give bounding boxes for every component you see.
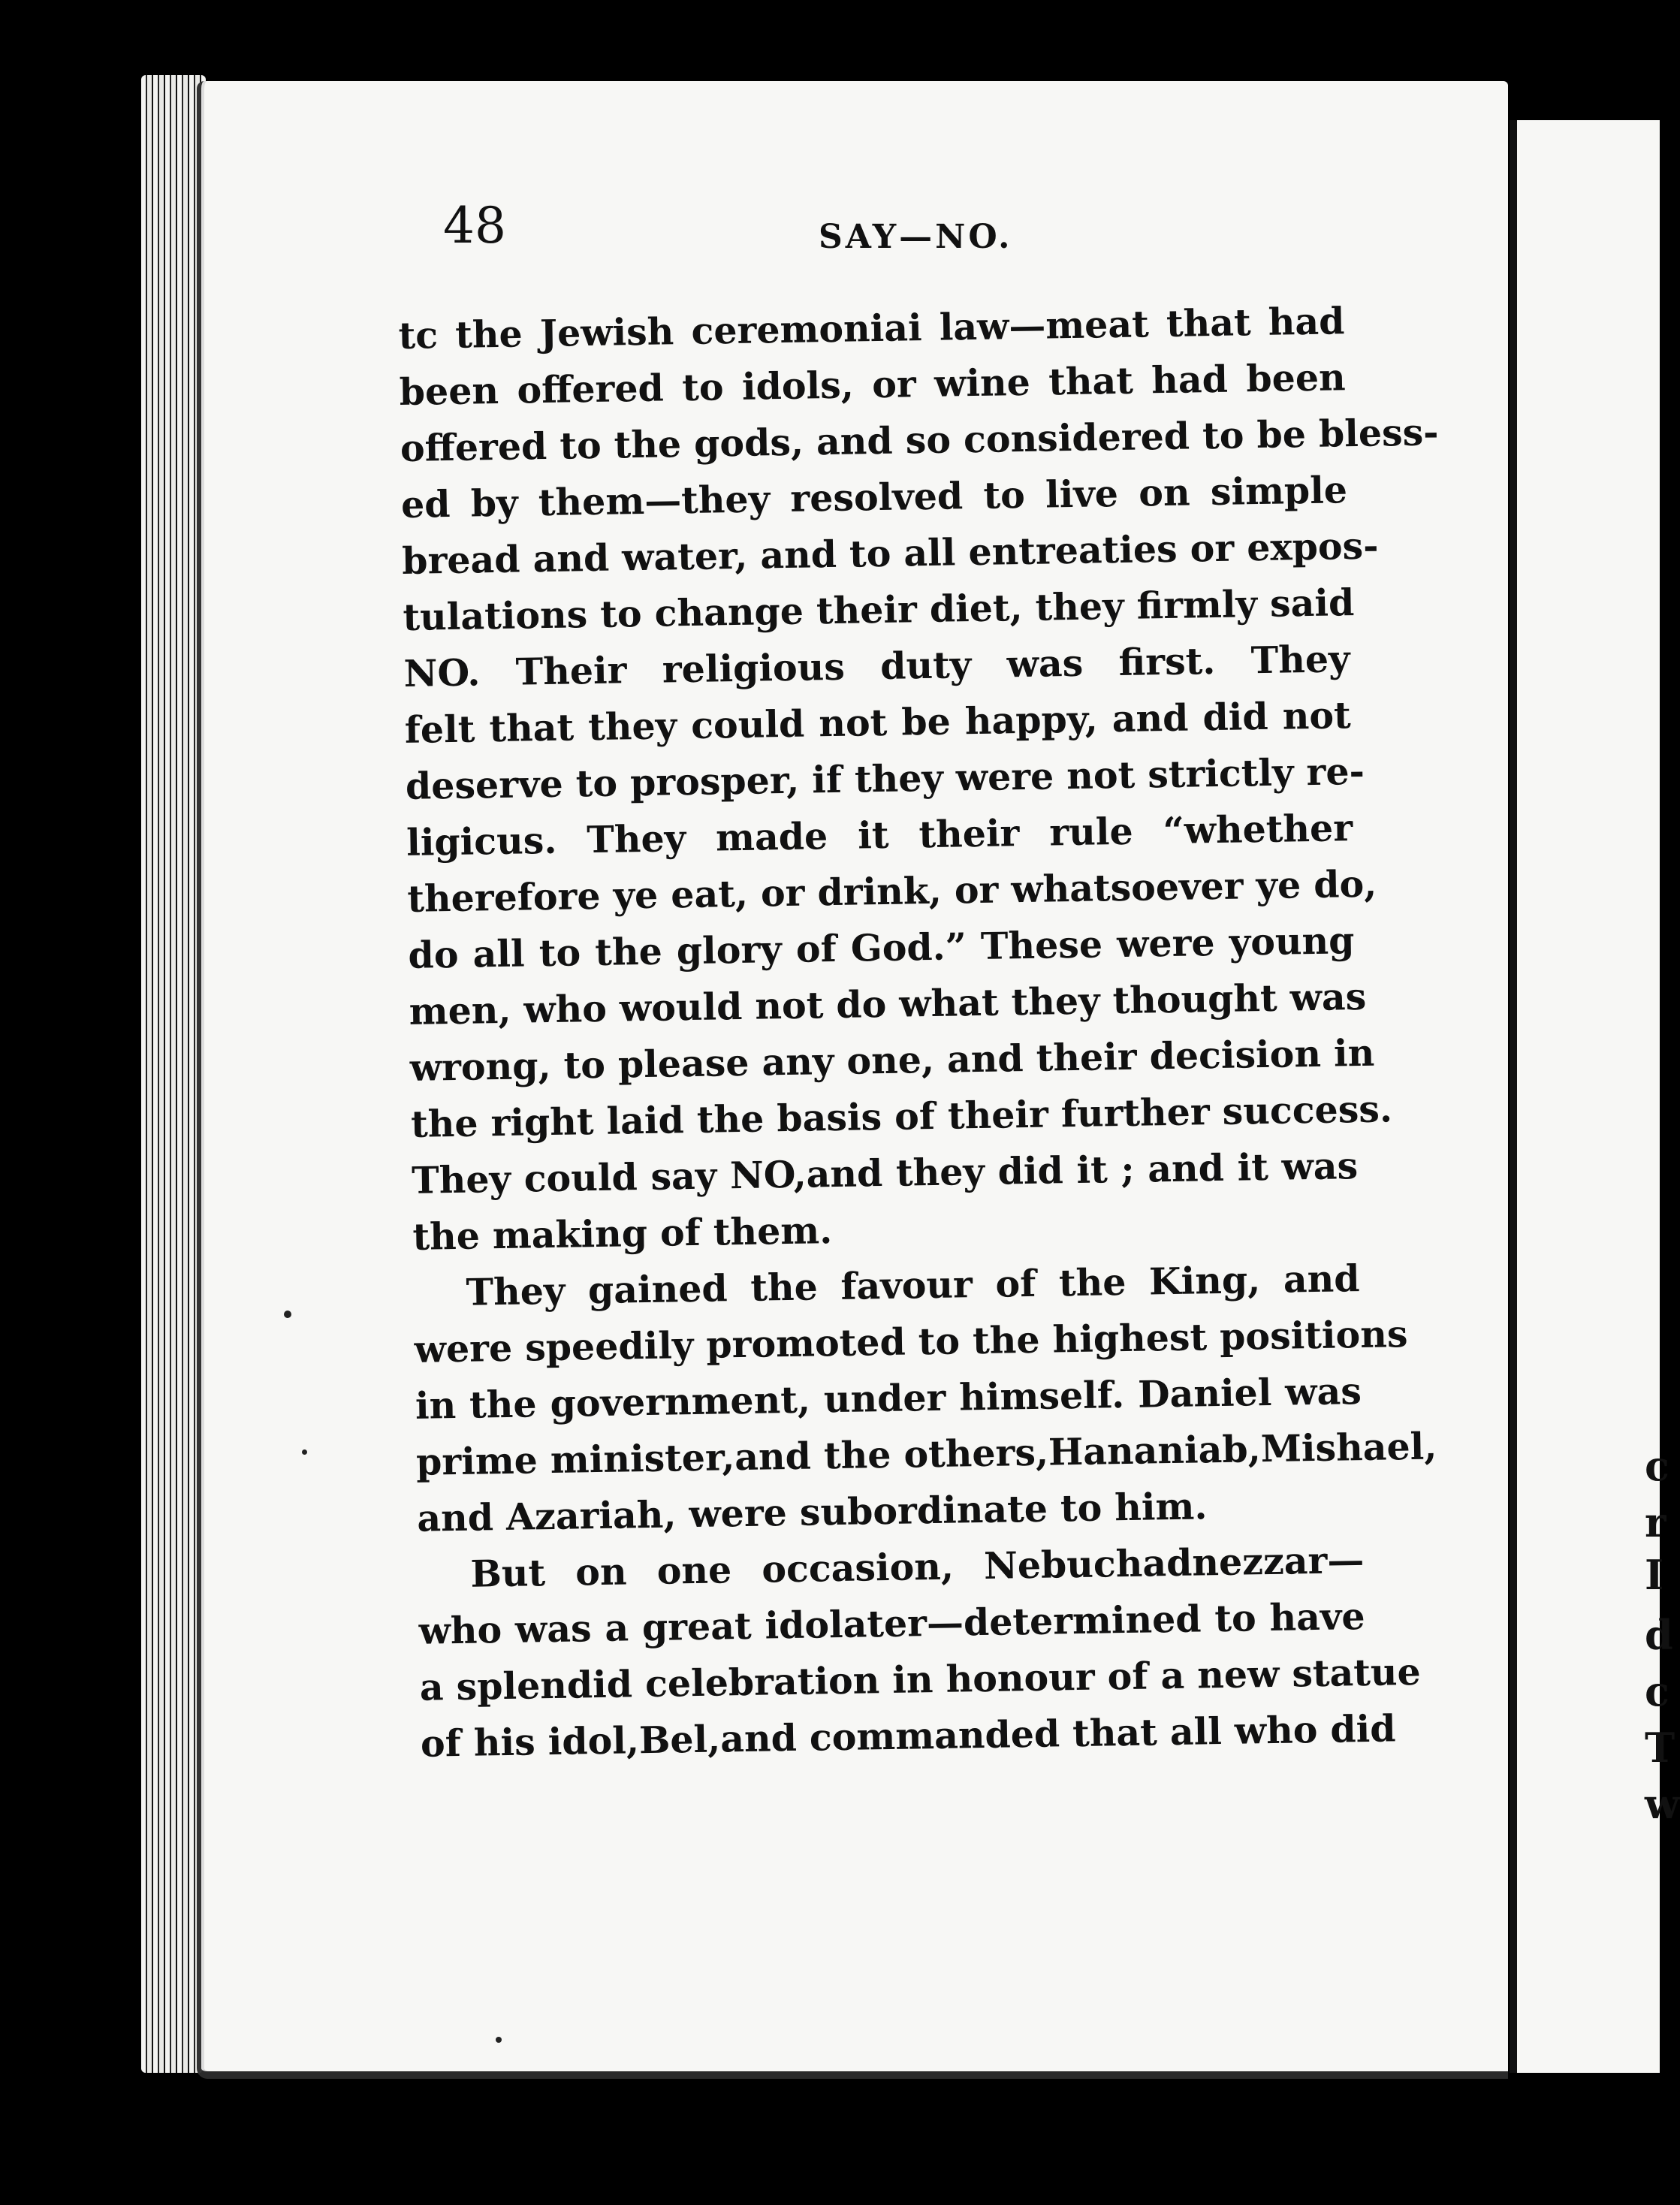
text-line: a splendid celebration in honour of a new statue xyxy=(419,1649,1422,1709)
facing-page-fragment: d xyxy=(1645,1611,1673,1659)
facing-page-fragment: c xyxy=(1645,1442,1669,1490)
text-line: tc the Jewish ceremoniai law—meat that had xyxy=(398,299,1345,357)
text-line: wrong, to please any one, and their decision in xyxy=(409,1030,1375,1090)
page-number: 48 xyxy=(443,197,506,255)
text-line: bread and water, and to all entreaties or expos- xyxy=(401,523,1379,583)
text-line: been offered to idols, or wine that had been xyxy=(399,355,1347,414)
text-line: were speedily promoted to the highest positions xyxy=(414,1312,1408,1371)
text-line: the right laid the basis of their further success. xyxy=(410,1087,1393,1146)
scan-speck xyxy=(302,1449,307,1455)
text-line: They gained the favour of the King, and xyxy=(466,1256,1360,1314)
text-line: men, who would not do what they thought was xyxy=(409,974,1367,1033)
text-line: offered to the gods, and so considered to be bless- xyxy=(400,410,1439,470)
text-line: of his idol,Bel,and commanded that all who did xyxy=(420,1706,1396,1766)
text-line: felt that they could not be happy, and did not xyxy=(404,693,1352,752)
facing-page-fragment: I xyxy=(1645,1551,1664,1599)
text-line: ed by them—they resolved to live on simple xyxy=(400,468,1348,526)
text-line: the making of them. xyxy=(412,1208,833,1259)
facing-page-fragment: c xyxy=(1645,1667,1669,1715)
text-line: prime minister,and the others,Hananiab,Mishael, xyxy=(415,1424,1437,1484)
text-line: therefore ye eat, or drink, or whatsoever ye do, xyxy=(406,861,1377,921)
text-line: do all to the glory of God.” These were young xyxy=(408,918,1355,977)
text-line: deserve to prosper, if they were not strictly re- xyxy=(405,749,1365,808)
scan-speck xyxy=(496,2037,502,2043)
facing-page-fragment: w xyxy=(1645,1780,1680,1828)
text-line: But on one occasion, Nebuchadnezzar— xyxy=(470,1538,1365,1596)
text-line: tulations to change their diet, they firmly said xyxy=(403,581,1355,639)
text-line: NO. Their religious duty was first. They xyxy=(403,637,1350,695)
facing-page-fragment: r xyxy=(1645,1498,1666,1546)
text-line: and Azariah, were subordinate to him. xyxy=(416,1484,1208,1540)
running-head: SAY—NO. xyxy=(819,218,1013,256)
facing-page-fragment: T xyxy=(1645,1724,1675,1772)
page-body-text xyxy=(398,293,1439,1772)
text-line: They could say NO,and they did it ; and it was xyxy=(411,1144,1359,1202)
scan-speck xyxy=(284,1311,291,1318)
text-line: who was a great idolater—determined to have xyxy=(418,1594,1365,1653)
text-line: ligicus. They made it their rule “whether xyxy=(406,806,1353,864)
facing-page-edge xyxy=(1510,120,1680,2073)
text-line: in the government, under himself. Daniel was xyxy=(415,1369,1362,1428)
